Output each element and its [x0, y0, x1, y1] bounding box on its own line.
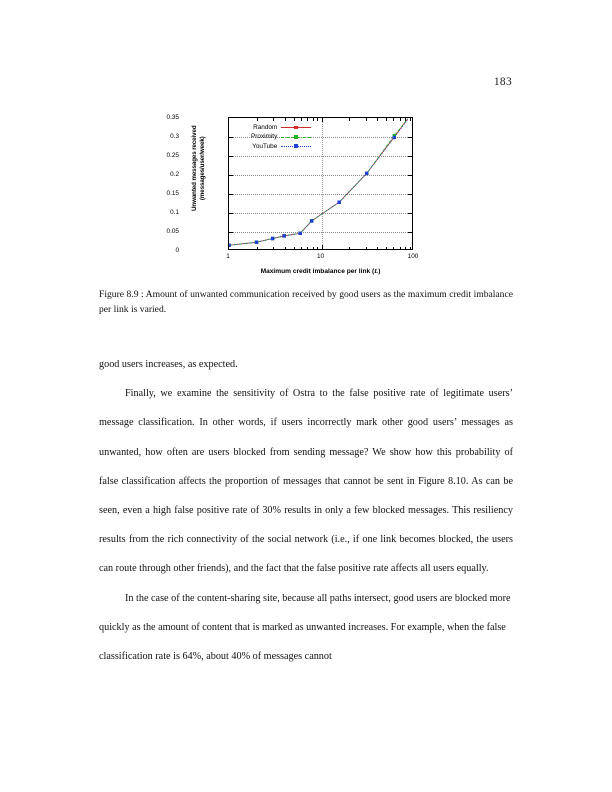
- chart-plot-area: [228, 117, 413, 250]
- y-tick-label-0.25: 0.25: [166, 152, 179, 159]
- y-tick-label-0.2: 0.2: [170, 171, 179, 178]
- body-text: [99, 350, 513, 671]
- legend-item-random: [251, 123, 311, 132]
- series-marker-youtube: [255, 241, 258, 244]
- legend-marker-random: [294, 126, 298, 130]
- y-tick-label-0.05: 0.05: [166, 228, 179, 235]
- paragraph-1: good users increases, as expected.: [99, 359, 238, 370]
- paragraph-2: Finally, we examine the sensitivity of Ostra to the false positive rate of legitimate users’ message classification. In other words, if users incorrectly mark other good users’ messages as unwanted, how often are users blocked from sending message? We show how this probability of false classification affects the proportion of messages that cannot be sent in Figure 8.10. As can be seen, even a high false positive rate of 30% results in only a few blocked messages. This resiliency results from the rich connectivity of the social network (i.e., if one link becomes blocked, the users can route through other friends), and the fact that the false positive rate affects all users equally.: [99, 388, 513, 575]
- y-tick-label-0.3: 0.3: [170, 133, 179, 140]
- chart-y-axis-title-line2: (messages/user/week): [199, 136, 206, 201]
- figure-caption: Figure 8.9 : Amount of unwanted communication received by good users as the maximum credit imbalance per link is varied.: [99, 289, 513, 315]
- chart-y-axis-title: [191, 103, 207, 233]
- chart-x-axis-title: [218, 268, 423, 275]
- y-tick-label-0.35: 0.35: [166, 114, 179, 121]
- paragraph-3: In the case of the content-sharing site, because all paths intersect, good users are blocked more quickly as the amount of content that is marked as unwanted increases. For example, when the false classification rate is 64%, about 40% of messages cannot: [99, 592, 511, 663]
- chart-legend: [251, 123, 311, 151]
- legend-item-proximity: [251, 132, 311, 141]
- legend-swatch-random: [281, 123, 311, 132]
- series-marker-youtube: [271, 237, 274, 240]
- series-marker-youtube: [393, 136, 396, 139]
- legend-swatch-youtube: [281, 142, 311, 151]
- page-number: 183: [493, 76, 512, 88]
- chart-x-axis-title-text: Maximum credit imbalance per link (L): [260, 268, 381, 275]
- x-tick-label-100: 100: [407, 253, 419, 260]
- series-marker-youtube: [337, 201, 340, 204]
- series-marker-youtube: [365, 172, 368, 175]
- legend-label-random: Random: [253, 124, 278, 131]
- legend-item-youtube: [251, 142, 311, 151]
- y-tick-label-0.1: 0.1: [170, 209, 179, 216]
- x-tick-label-10: 10: [316, 253, 325, 260]
- series-marker-youtube: [310, 219, 313, 222]
- series-marker-youtube: [282, 234, 285, 237]
- figure-8-9: [0, 108, 612, 283]
- chart-y-axis-title-line1: Unwanted messages received: [190, 125, 198, 211]
- series-marker-youtube: [229, 244, 231, 247]
- legend-swatch-proximity: [281, 133, 311, 142]
- chart: [166, 108, 426, 283]
- legend-marker-youtube: [294, 144, 298, 148]
- y-tick-label-0: 0: [175, 247, 179, 254]
- legend-label-youtube: YouTube: [252, 142, 278, 150]
- series-marker-youtube: [299, 232, 302, 235]
- legend-marker-proximity: [294, 135, 298, 139]
- x-tick-label-1: 1: [226, 253, 230, 260]
- legend-label-proximity: Proximity: [251, 133, 278, 141]
- y-tick-label-0.15: 0.15: [166, 190, 179, 197]
